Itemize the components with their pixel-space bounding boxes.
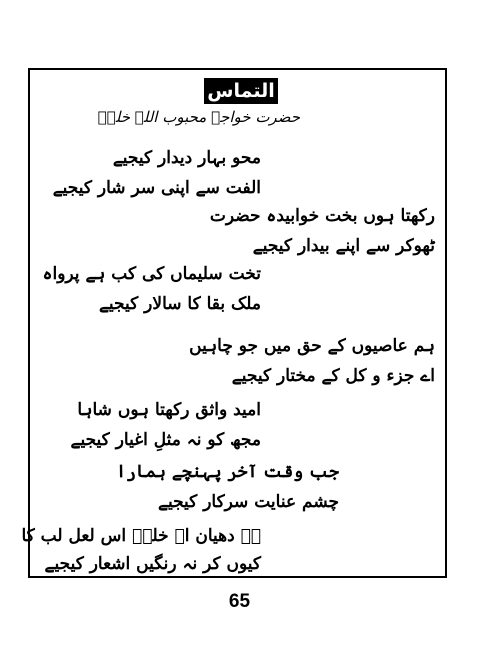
poem-author: حضرت خواجہ محبوب اللہ خلقؔ xyxy=(97,108,300,126)
verse-line: مجھ کو نہ مثلِ اغیار کیجیے xyxy=(70,430,261,450)
verse-line: کیوں کر نہ رنگیں اشعار کیجیے xyxy=(44,554,261,574)
verse-line: تخت سلیماں کی کب ہے پرواہ xyxy=(42,264,261,284)
verse-line: ہم عاصیوں کے حق میں جو چاہیں xyxy=(189,336,435,356)
verse-line: رکھتا ہوں بخت خوابیدہ حضرت xyxy=(209,206,435,226)
page-number: 65 xyxy=(228,591,251,612)
verse-line: ہے دھیان اے خلقؔ اس لعل لب کا xyxy=(21,526,261,546)
verse-line: امید واثق رکھتا ہوں شاہا xyxy=(77,400,261,420)
verse-line: ملک بقا کا سالار کیجیے xyxy=(98,294,261,314)
verse-line: جب وقت آخر پہنچے ہمارا xyxy=(116,462,339,482)
verse-line: اے جزء و کل کے مختار کیجیے xyxy=(231,366,435,386)
poem-title: التماس xyxy=(204,78,278,104)
verse-line: الفت سے اپنی سر شار کیجیے xyxy=(52,178,261,198)
verse-line: ٹھوکر سے اپنے بیدار کیجیے xyxy=(252,236,435,256)
verse-line: محو بہار دیدار کیجیے xyxy=(112,148,261,168)
verse-line: چشم عنایت سرکار کیجیے xyxy=(157,492,339,512)
